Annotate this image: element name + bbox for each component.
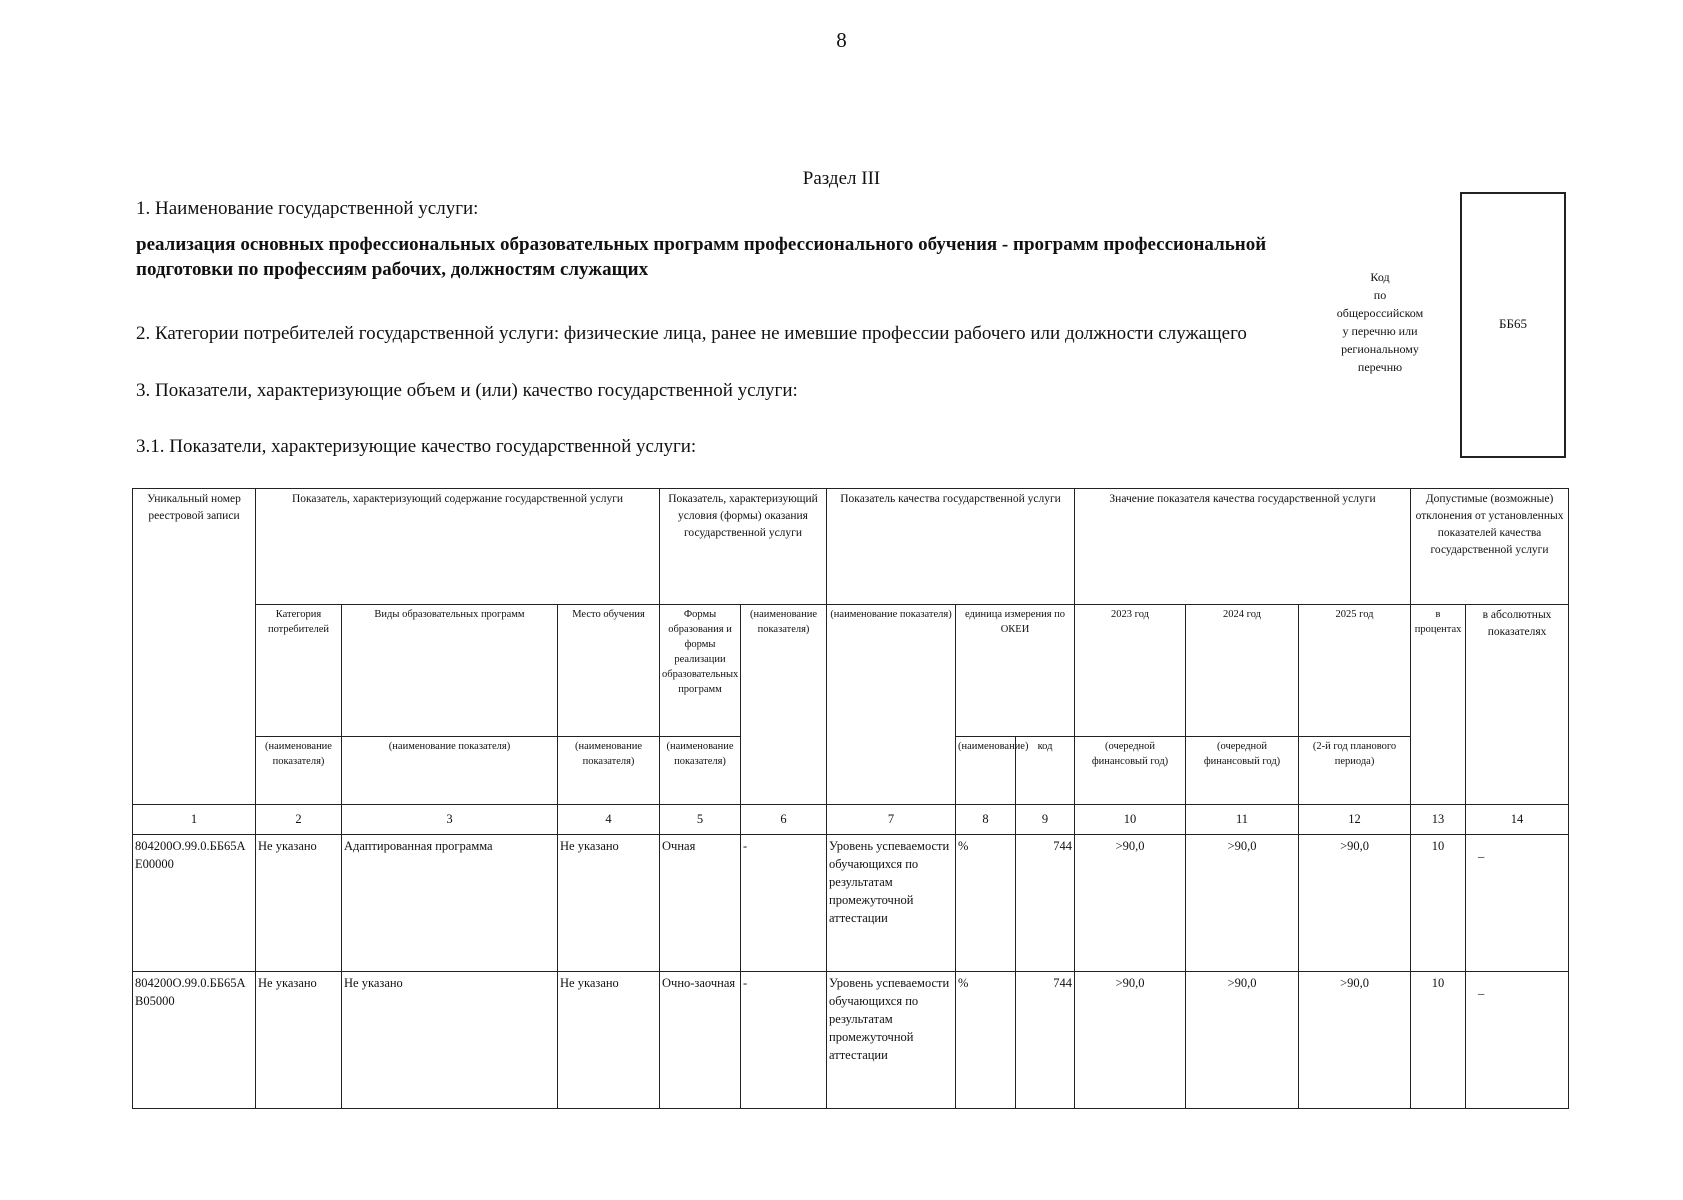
code-box [1460, 192, 1566, 458]
indicators-label: 3. Показатели, характеризующие объем и (или) качество государственной услуги: [136, 380, 798, 401]
header-registry: Уникальный номер реестровой записи [133, 489, 256, 805]
table-row [133, 972, 1569, 1109]
code-label [1318, 268, 1442, 376]
code-value: ББ65 [1499, 316, 1527, 331]
column-number: 4 [558, 805, 660, 835]
table-row [133, 835, 1569, 972]
header-conditions: Показатель, характеризующий условия (формы) оказания государственной услуги [660, 489, 827, 605]
header-c3: (наименование показателя) [342, 737, 558, 805]
column-number: 7 [827, 805, 956, 835]
column-number: 9 [1016, 805, 1075, 835]
cell-absolute [1466, 835, 1569, 972]
header-c12: (2-й год планового периода) [1299, 737, 1411, 805]
cell-category: Не указано [256, 972, 342, 1109]
cell-code: 744 [1016, 835, 1075, 972]
column-number: 14 [1466, 805, 1569, 835]
service-name-line-2: подготовки по профессиям рабочих, должностям служащих [136, 259, 649, 280]
header-category: Категория потребителей [256, 605, 342, 737]
column-number: 5 [660, 805, 741, 835]
quality-indicators-label: 3.1. Показатели, характеризующие качество государственной услуги: [136, 436, 697, 457]
cell-value-2025: >90,0 [1299, 972, 1411, 1109]
header-quality: Показатель качества государственной услуги [827, 489, 1075, 605]
header-year-2023: 2023 год [1075, 605, 1186, 737]
cell-form: Очная [660, 835, 741, 972]
service-name-line-1: реализация основных профессиональных образовательных программ профессионального обучения - программ профессиональной [136, 234, 1267, 255]
cell-value-2023: >90,0 [1075, 972, 1186, 1109]
code-label-line: региональному [1341, 342, 1419, 356]
header-row-top [133, 489, 1569, 605]
header-place: Место обучения [558, 605, 660, 737]
header-content: Показатель, характеризующий содержание государственной услуги [256, 489, 660, 605]
code-label-line: перечню [1357, 360, 1403, 374]
cell-indicator: Уровень успеваемости обучающихся по результатам промежуточной аттестации [827, 972, 956, 1109]
column-number: 11 [1186, 805, 1299, 835]
cell-unit: % [956, 835, 1016, 972]
cell-category: Не указано [256, 835, 342, 972]
header-name-indicator-7: (наименование показателя) [827, 605, 956, 805]
quality-indicators-table [132, 488, 1569, 1109]
page-number: 8 [836, 28, 847, 52]
cell-indicator: Уровень успеваемости обучающихся по результатам промежуточной аттестации [827, 835, 956, 972]
code-label-line: по [1373, 288, 1387, 302]
header-row-mid [133, 605, 1569, 737]
code-label-line: общероссийском [1336, 306, 1424, 320]
header-c4: (наименование показателя) [558, 737, 660, 805]
cell-value-2025: >90,0 [1299, 835, 1411, 972]
header-c11: (очередной финансовый год) [1186, 737, 1299, 805]
header-year-2025: 2025 год [1299, 605, 1411, 737]
cell-col6: - [741, 835, 827, 972]
cell-form: Очно-заочная [660, 972, 741, 1109]
header-unit-okei: единица измерения по ОКЕИ [956, 605, 1075, 737]
column-number: 13 [1411, 805, 1466, 835]
cell-unit: % [956, 972, 1016, 1109]
cell-program: Адаптированная программа [342, 835, 558, 972]
column-number: 2 [256, 805, 342, 835]
code-label-line: у перечню или [1342, 324, 1418, 338]
cell-place: Не указано [558, 972, 660, 1109]
column-number: 8 [956, 805, 1016, 835]
column-number: 6 [741, 805, 827, 835]
cell-percent: 10 [1411, 972, 1466, 1109]
header-c2: (наименование показателя) [256, 737, 342, 805]
header-name-indicator-6: (наименование показателя) [741, 605, 827, 805]
column-number: 1 [133, 805, 256, 835]
cell-value-2024: >90,0 [1186, 835, 1299, 972]
service-name-label: 1. Наименование государственной услуги: [136, 198, 479, 219]
cell-program: Не указано [342, 972, 558, 1109]
consumer-category: 2. Категории потребителей государственной услуги: физические лица, ранее не имевшие профессии рабочего или должности служащего [136, 323, 1247, 344]
cell-percent: 10 [1411, 835, 1466, 972]
header-c10: (очередной финансовый год) [1075, 737, 1186, 805]
section-title: Раздел III [802, 168, 881, 189]
header-c9: код [1016, 737, 1075, 805]
cell-place: Не указано [558, 835, 660, 972]
column-number: 3 [342, 805, 558, 835]
header-percent: в процентах [1411, 605, 1466, 805]
header-year-2024: 2024 год [1186, 605, 1299, 737]
header-forms: Формы образования и формы реализации образовательных программ [660, 605, 741, 737]
cell-value-2023: >90,0 [1075, 835, 1186, 972]
cell-absolute [1466, 972, 1569, 1109]
absolute-value: _ [1478, 845, 1485, 859]
cell-registry: 804200О.99.0.ББ65АВ05000 [133, 972, 256, 1109]
code-label-line: Код [1370, 270, 1390, 284]
cell-registry: 804200О.99.0.ББ65АЕ00000 [133, 835, 256, 972]
column-number: 10 [1075, 805, 1186, 835]
absolute-value: _ [1478, 982, 1485, 996]
header-c5: (наименование показателя) [660, 737, 741, 805]
header-program-types: Виды образовательных программ [342, 605, 558, 737]
header-value: Значение показателя качества государственной услуги [1075, 489, 1411, 605]
header-deviation: Допустимые (возможные) отклонения от установленных показателей качества государственной услуги [1411, 489, 1569, 605]
cell-code: 744 [1016, 972, 1075, 1109]
header-absolute: в абсолютных показателях [1466, 605, 1569, 805]
column-number: 12 [1299, 805, 1411, 835]
cell-value-2024: >90,0 [1186, 972, 1299, 1109]
cell-col6: - [741, 972, 827, 1109]
header-c8: (наименование) [956, 737, 1016, 805]
column-numbers-row [133, 805, 1569, 835]
